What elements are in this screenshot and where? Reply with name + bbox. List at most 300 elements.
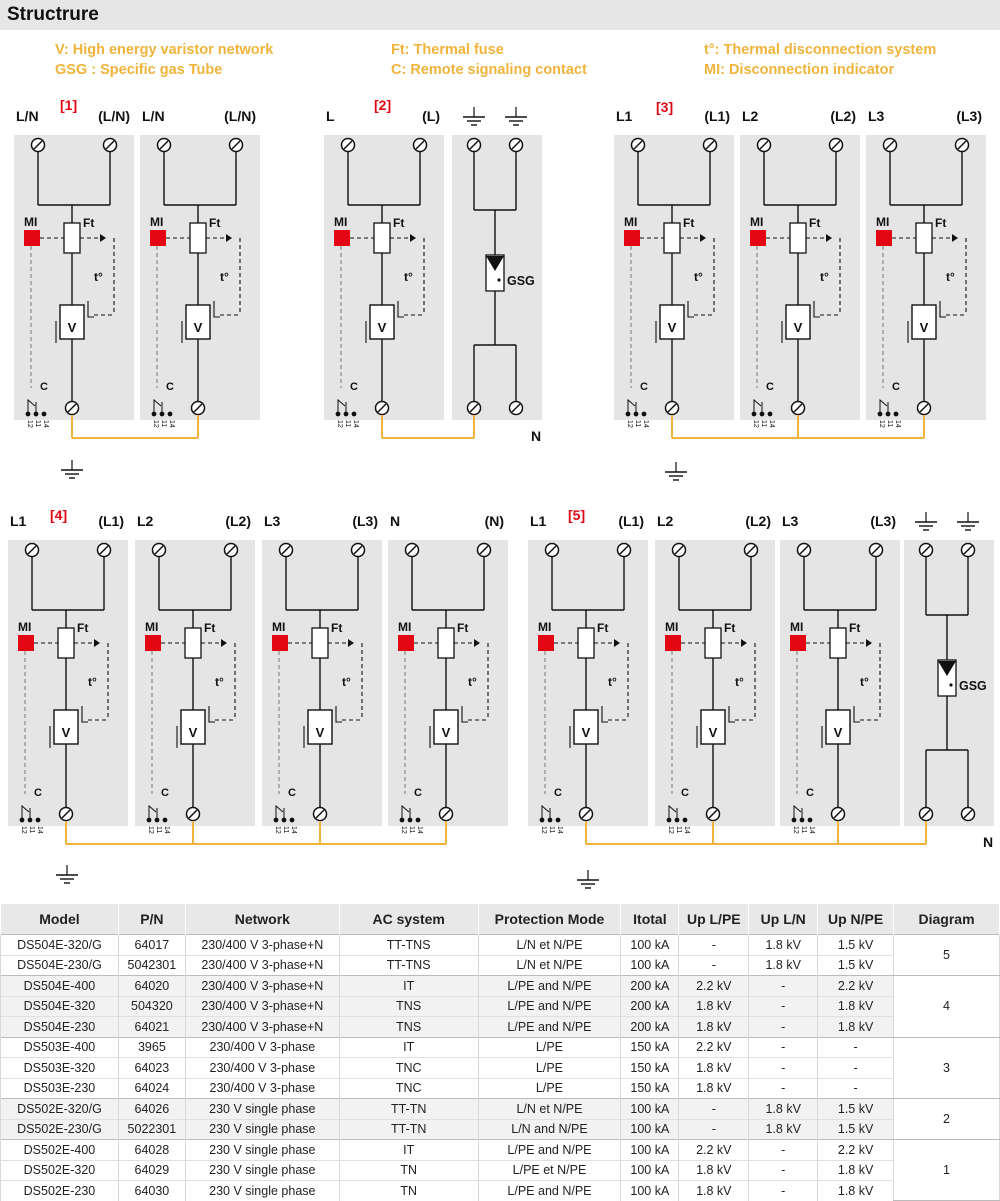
table-cell: 230 V single phase	[185, 1099, 339, 1120]
varistor-label: V	[441, 725, 451, 740]
mi-label: MI	[145, 620, 159, 634]
table-row	[1, 1099, 1000, 1120]
ground-icon	[915, 512, 937, 530]
screw-terminal-icon	[510, 402, 523, 415]
screw-terminal-icon	[314, 808, 327, 821]
mi-label: MI	[750, 215, 764, 229]
table-cell: 100 kA	[621, 1099, 679, 1120]
table-cell: 64020	[118, 976, 185, 997]
table-cell: 2.2 kV	[818, 1140, 894, 1161]
screw-terminal-icon	[440, 808, 453, 821]
screw-terminal-icon	[32, 139, 45, 152]
table-cell: 230/400 V 3-phase+N	[185, 996, 339, 1017]
table-cell: TT-TN	[339, 1099, 478, 1120]
table-cell: 100 kA	[621, 1160, 679, 1181]
contact-label: C	[161, 787, 169, 799]
table-row	[1, 1058, 1000, 1079]
pole-module	[135, 513, 255, 834]
contact-pin-label: 11	[344, 420, 351, 428]
diagram-number: [1]	[60, 97, 78, 113]
screw-terminal-icon	[376, 402, 389, 415]
diagram-number-cell: 3	[894, 1037, 1000, 1099]
table-header-cell: P/N	[118, 904, 185, 935]
screw-terminal-icon	[192, 402, 205, 415]
table-cell: 230/400 V 3-phase	[185, 1037, 339, 1058]
contact-pin-icon	[344, 412, 349, 417]
contact-label: C	[414, 787, 422, 799]
screw-terminal-icon	[580, 808, 593, 821]
module-background	[528, 540, 648, 826]
contact-pin-icon	[808, 818, 813, 823]
table-cell: -	[679, 935, 749, 956]
table-cell: DS502E-320/G	[1, 1099, 119, 1120]
thermal-fuse-icon	[438, 628, 454, 658]
mi-label: MI	[624, 215, 638, 229]
terminal-label-right: (L/N)	[98, 108, 130, 124]
table-cell: L/PE and N/PE	[478, 1181, 621, 1201]
terminal-label-left: L3	[782, 513, 799, 529]
contact-pin-icon	[147, 818, 152, 823]
contact-label: C	[40, 381, 48, 393]
varistor-label: V	[67, 320, 77, 335]
table-cell: L/N et N/PE	[478, 1099, 621, 1120]
contact-pin-label: 14	[642, 420, 649, 428]
table-cell: TN	[339, 1160, 478, 1181]
table-cell: 1.8 kV	[749, 935, 818, 956]
varistor-label: V	[188, 725, 198, 740]
legend-thermal-disconnect: t°: Thermal disconnection system	[704, 42, 937, 58]
table-cell: 200 kA	[621, 976, 679, 997]
legend-disconnect-indicator: MI: Disconnection indicator	[704, 62, 895, 78]
table-cell: 150 kA	[621, 1058, 679, 1079]
disconnect-indicator-icon	[334, 230, 350, 246]
contact-pin-label: 11	[160, 420, 167, 428]
pole-module	[262, 513, 382, 834]
terminal-label-right: (L/N)	[224, 108, 256, 124]
table-cell: -	[818, 1037, 894, 1058]
pole-module	[14, 108, 134, 428]
t-label: t°	[608, 675, 617, 689]
table-cell: 2.2 kV	[679, 976, 749, 997]
table-row	[1, 935, 1000, 956]
contact-pin-icon	[168, 412, 173, 417]
disconnect-indicator-icon	[876, 230, 892, 246]
table-cell: -	[749, 996, 818, 1017]
module-background	[388, 540, 508, 826]
legend-thermal-fuse: Ft: Thermal fuse	[391, 42, 504, 58]
table-cell: TNC	[339, 1078, 478, 1099]
table-cell: 64023	[118, 1058, 185, 1079]
disconnect-indicator-icon	[790, 635, 806, 651]
pole-module	[866, 108, 986, 428]
table-cell: 230/400 V 3-phase+N	[185, 1017, 339, 1038]
screw-terminal-icon	[60, 808, 73, 821]
table-cell: -	[818, 1078, 894, 1099]
table-cell: 1.5 kV	[818, 1119, 894, 1140]
table-cell: TNS	[339, 996, 478, 1017]
screw-terminal-icon	[414, 139, 427, 152]
table-header-cell: Network	[185, 904, 339, 935]
fuse-label: Ft	[331, 621, 343, 635]
table-cell: L/N et N/PE	[478, 935, 621, 956]
terminal-label-right: (L2)	[830, 108, 856, 124]
legend-remote-contact: C: Remote signaling contact	[391, 62, 587, 78]
thermal-fuse-icon	[830, 628, 846, 658]
pole-module	[324, 108, 444, 428]
contact-label: C	[640, 381, 648, 393]
screw-terminal-icon	[884, 139, 897, 152]
contact-pin-icon	[34, 412, 39, 417]
terminal-label-right: (L3)	[956, 108, 982, 124]
table-cell: 230 V single phase	[185, 1181, 339, 1201]
table-cell: 150 kA	[621, 1078, 679, 1099]
terminal-label-left: L1	[10, 513, 27, 529]
contact-pin-label: 14	[352, 420, 359, 428]
terminal-label-left: L3	[868, 108, 885, 124]
contact-pin-icon	[416, 818, 421, 823]
disconnect-indicator-icon	[150, 230, 166, 246]
contact-pin-icon	[800, 818, 805, 823]
screw-terminal-icon	[510, 139, 523, 152]
ground-icon	[577, 870, 599, 888]
contact-pin-label: 11	[675, 826, 682, 834]
disconnect-indicator-icon	[624, 230, 640, 246]
table-cell: 64030	[118, 1181, 185, 1201]
table-cell: 64021	[118, 1017, 185, 1038]
table-cell: L/PE et N/PE	[478, 1160, 621, 1181]
contact-pin-label: 11	[155, 826, 162, 834]
varistor-label: V	[833, 725, 843, 740]
contact-pin-label: 14	[556, 826, 563, 834]
page-title: Structrure	[7, 4, 99, 25]
table-cell: -	[749, 1140, 818, 1161]
terminal-label-left: L	[326, 108, 335, 124]
disconnect-indicator-icon	[272, 635, 288, 651]
t-label: t°	[735, 675, 744, 689]
fuse-label: Ft	[724, 621, 736, 635]
table-cell: 230/400 V 3-phase+N	[185, 976, 339, 997]
screw-terminal-icon	[830, 139, 843, 152]
contact-label: C	[806, 787, 814, 799]
diagram-number: [3]	[656, 99, 674, 115]
fuse-label: Ft	[77, 621, 89, 635]
contact-pin-icon	[768, 412, 773, 417]
table-cell: DS504E-320/G	[1, 935, 119, 956]
screw-terminal-icon	[104, 139, 117, 152]
table-cell: -	[749, 1037, 818, 1058]
contact-pin-icon	[163, 818, 168, 823]
thermal-fuse-icon	[64, 223, 80, 253]
mi-label: MI	[272, 620, 286, 634]
varistor-label: V	[708, 725, 718, 740]
t-label: t°	[820, 270, 829, 284]
table-cell: TNS	[339, 1017, 478, 1038]
contact-pin-label: 14	[683, 826, 690, 834]
table-cell: L/PE	[478, 1058, 621, 1079]
terminal-label-left: L2	[137, 513, 154, 529]
table-row	[1, 976, 1000, 997]
fuse-label: Ft	[83, 216, 95, 230]
table-cell: 230 V single phase	[185, 1119, 339, 1140]
ground-icon	[56, 865, 78, 883]
contact-pin-label: 11	[760, 420, 767, 428]
screw-terminal-icon	[632, 139, 645, 152]
table-row	[1, 996, 1000, 1017]
thermal-fuse-icon	[374, 223, 390, 253]
screw-terminal-icon	[704, 139, 717, 152]
pole-module	[614, 108, 734, 428]
contact-pin-label: 11	[34, 420, 41, 428]
terminal-label-left: L/N	[142, 108, 165, 124]
fuse-label: Ft	[683, 216, 695, 230]
contact-pin-icon	[400, 818, 405, 823]
terminal-label-left: L2	[742, 108, 759, 124]
table-cell: -	[749, 1017, 818, 1038]
terminal-label-right: (L)	[422, 108, 440, 124]
table-header-row	[1, 904, 1000, 935]
legend-varistor: V: High energy varistor network	[55, 42, 274, 58]
table-cell: 1.8 kV	[679, 1181, 749, 1201]
contact-pin-label: 12	[20, 826, 27, 834]
contact-pin-label: 14	[36, 826, 43, 834]
terminal-label-right: (L2)	[225, 513, 251, 529]
ground-icon	[463, 107, 485, 125]
table-cell: -	[749, 1058, 818, 1079]
contact-pin-icon	[548, 818, 553, 823]
table-cell: L/PE and N/PE	[478, 976, 621, 997]
thermal-fuse-icon	[705, 628, 721, 658]
screw-terminal-icon	[478, 544, 491, 557]
table-cell: 100 kA	[621, 1119, 679, 1140]
module-background	[780, 540, 900, 826]
varistor-label: V	[581, 725, 591, 740]
table-cell: 1.8 kV	[818, 996, 894, 1017]
table-cell: 100 kA	[621, 955, 679, 976]
contact-pin-label: 14	[42, 420, 49, 428]
table-cell: L/PE	[478, 1037, 621, 1058]
contact-pin-label: 12	[336, 420, 343, 428]
table-cell: IT	[339, 1037, 478, 1058]
gas-tube-module	[904, 512, 994, 850]
screw-terminal-icon	[98, 544, 111, 557]
spec-table	[0, 904, 1000, 1201]
table-cell: 100 kA	[621, 935, 679, 956]
table-cell: L/N et N/PE	[478, 955, 621, 976]
mi-label: MI	[334, 215, 348, 229]
mi-label: MI	[790, 620, 804, 634]
contact-pin-icon	[878, 412, 883, 417]
screw-terminal-icon	[918, 402, 931, 415]
fuse-label: Ft	[209, 216, 221, 230]
table-cell: DS503E-400	[1, 1037, 119, 1058]
ground-icon	[61, 460, 83, 478]
table-row	[1, 1160, 1000, 1181]
module-background	[135, 540, 255, 826]
terminal-label-left: L3	[264, 513, 281, 529]
fuse-label: Ft	[393, 216, 405, 230]
table-cell: 1.8 kV	[818, 1017, 894, 1038]
table-cell: DS504E-400	[1, 976, 119, 997]
table-cell: 64029	[118, 1160, 185, 1181]
gsg-label: GSG	[959, 679, 987, 693]
contact-pin-icon	[26, 412, 31, 417]
table-cell: TT-TN	[339, 1119, 478, 1140]
fuse-label: Ft	[809, 216, 821, 230]
table-cell: 1.8 kV	[749, 1099, 818, 1120]
contact-pin-label: 12	[667, 826, 674, 834]
contact-pin-icon	[760, 412, 765, 417]
t-label: t°	[215, 675, 224, 689]
mi-label: MI	[665, 620, 679, 634]
contact-pin-label: 12	[400, 826, 407, 834]
disconnect-indicator-icon	[750, 230, 766, 246]
thermal-fuse-icon	[664, 223, 680, 253]
thermal-fuse-icon	[312, 628, 328, 658]
contact-pin-icon	[634, 412, 639, 417]
pole-module	[528, 513, 648, 834]
varistor-label: V	[919, 320, 929, 335]
contact-label: C	[166, 381, 174, 393]
contact-label: C	[892, 381, 900, 393]
module-background	[866, 135, 986, 420]
fuse-label: Ft	[935, 216, 947, 230]
disconnect-indicator-icon	[145, 635, 161, 651]
contact-pin-label: 14	[168, 420, 175, 428]
table-cell: 100 kA	[621, 1181, 679, 1201]
contact-pin-label: 11	[886, 420, 893, 428]
pole-module	[780, 513, 900, 834]
contact-pin-icon	[667, 818, 672, 823]
contact-pin-icon	[752, 412, 757, 417]
thermal-fuse-icon	[190, 223, 206, 253]
table-row	[1, 1140, 1000, 1161]
screw-terminal-icon	[153, 544, 166, 557]
table-cell: 1.8 kV	[679, 1160, 749, 1181]
table-row	[1, 1119, 1000, 1140]
contact-pin-icon	[642, 412, 647, 417]
ground-icon	[957, 512, 979, 530]
table-cell: -	[679, 1099, 749, 1120]
pole-module	[8, 513, 128, 834]
table-cell: 2.2 kV	[679, 1037, 749, 1058]
t-label: t°	[342, 675, 351, 689]
screw-terminal-icon	[468, 402, 481, 415]
table-header-cell: Itotal	[621, 904, 679, 935]
terminal-label-left: L1	[530, 513, 547, 529]
thermal-fuse-icon	[916, 223, 932, 253]
contact-pin-label: 12	[26, 420, 33, 428]
table-cell: L/PE	[478, 1078, 621, 1099]
screw-terminal-icon	[225, 544, 238, 557]
terminal-label-right: (L2)	[745, 513, 771, 529]
table-cell: 5022301	[118, 1119, 185, 1140]
terminal-label-right: (L1)	[98, 513, 124, 529]
table-header-cell: Diagram	[894, 904, 1000, 935]
screw-terminal-icon	[406, 544, 419, 557]
table-cell: TT-TNS	[339, 935, 478, 956]
contact-pin-label: 14	[894, 420, 901, 428]
table-cell: 3965	[118, 1037, 185, 1058]
table-header-cell: Up L/N	[749, 904, 818, 935]
fuse-label: Ft	[457, 621, 469, 635]
contact-pin-icon	[894, 412, 899, 417]
module-background	[614, 135, 734, 420]
terminal-label-left: L/N	[16, 108, 39, 124]
contact-pin-icon	[886, 412, 891, 417]
mi-label: MI	[18, 620, 32, 634]
table-header-cell: Model	[1, 904, 119, 935]
screw-terminal-icon	[352, 544, 365, 557]
table-cell: 64017	[118, 935, 185, 956]
table-cell: 230/400 V 3-phase	[185, 1078, 339, 1099]
table-header-cell: Up L/PE	[679, 904, 749, 935]
contact-pin-icon	[408, 818, 413, 823]
contact-pin-icon	[683, 818, 688, 823]
table-cell: 230/400 V 3-phase+N	[185, 955, 339, 976]
fuse-label: Ft	[849, 621, 861, 635]
table-cell: 1.8 kV	[818, 1160, 894, 1181]
varistor-label: V	[377, 320, 387, 335]
contact-label: C	[681, 787, 689, 799]
contact-pin-label: 14	[416, 826, 423, 834]
varistor-label: V	[193, 320, 203, 335]
contact-pin-icon	[42, 412, 47, 417]
t-label: t°	[404, 270, 413, 284]
table-cell: TNC	[339, 1058, 478, 1079]
mi-label: MI	[538, 620, 552, 634]
table-cell: 230 V single phase	[185, 1140, 339, 1161]
neutral-label: N	[983, 834, 994, 850]
contact-pin-icon	[540, 818, 545, 823]
table-cell: IT	[339, 1140, 478, 1161]
module-background	[655, 540, 775, 826]
varistor-label: V	[667, 320, 677, 335]
table-cell: DS502E-230	[1, 1181, 119, 1201]
table-cell: 504320	[118, 996, 185, 1017]
table-cell: 200 kA	[621, 996, 679, 1017]
table-cell: L/N and N/PE	[478, 1119, 621, 1140]
contact-pin-label: 12	[540, 826, 547, 834]
module-background	[8, 540, 128, 826]
disconnect-indicator-icon	[398, 635, 414, 651]
t-label: t°	[468, 675, 477, 689]
varistor-label: V	[793, 320, 803, 335]
table-cell: DS502E-320	[1, 1160, 119, 1181]
table-row	[1, 1181, 1000, 1201]
table-row	[1, 955, 1000, 976]
terminal-label-left: L2	[657, 513, 674, 529]
screw-terminal-icon	[66, 402, 79, 415]
legend-gas-tube: GSG : Specific gas Tube	[55, 62, 223, 78]
table-cell: 1.5 kV	[818, 1099, 894, 1120]
diagram-number: [2]	[374, 97, 392, 113]
contact-pin-icon	[290, 818, 295, 823]
table-cell: L/PE and N/PE	[478, 1140, 621, 1161]
table-cell: 64026	[118, 1099, 185, 1120]
contact-pin-icon	[556, 818, 561, 823]
fuse-label: Ft	[597, 621, 609, 635]
pole-module	[655, 513, 775, 834]
terminal-label-left: N	[390, 513, 401, 529]
screw-terminal-icon	[618, 544, 631, 557]
screw-terminal-icon	[187, 808, 200, 821]
screw-terminal-icon	[758, 139, 771, 152]
table-cell: -	[749, 1181, 818, 1201]
neutral-label: N	[531, 428, 542, 444]
table-cell: 100 kA	[621, 1140, 679, 1161]
pole-module	[140, 108, 260, 428]
contact-pin-label: 11	[634, 420, 641, 428]
